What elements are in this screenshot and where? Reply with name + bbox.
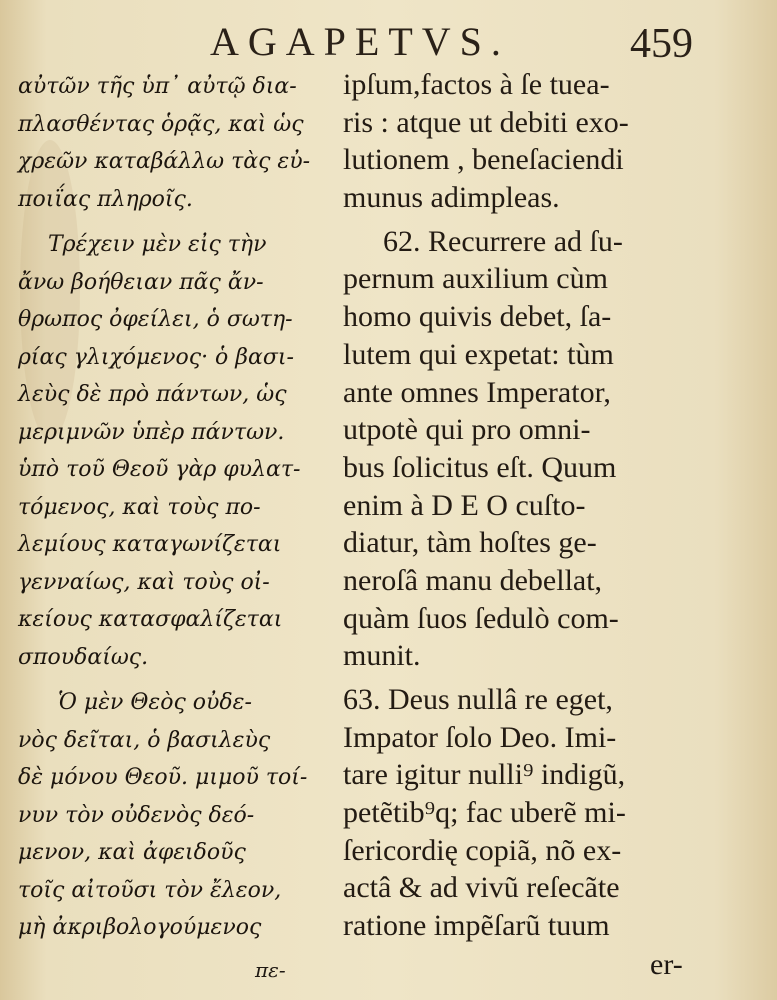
latin-line: ris : atque ut debiti exo-: [343, 105, 629, 139]
greek-line: ποιΐας πληροῖς.: [18, 186, 193, 212]
greek-line: Τρέχειν μὲν εἰς τὴν: [48, 232, 267, 257]
greek-line: μενον, καὶ ἀφειδοῦς: [18, 840, 246, 865]
running-title: AGAPETVS.: [210, 19, 510, 64]
greek-line: θρωπος ὀφείλει, ὁ σωτη-: [18, 307, 293, 332]
latin-line: actâ & ad vivũ reſecãte: [343, 871, 620, 905]
latin-line: Impator ſolo Deo. Imi-: [343, 720, 617, 754]
greek-paragraph-1: [18, 68, 318, 218]
greek-line: δὲ μόνου Θεοῦ. μιμοῦ τοί-: [18, 765, 308, 790]
latin-line: bus ſolicitus eſt. Quum: [343, 450, 617, 484]
greek-line: αὐτῶν τῆς ὑπ᾽ αὐτῷ δια-: [18, 74, 297, 99]
greek-line: μὴ ἀκριβολογούμενος: [18, 915, 262, 940]
latin-line: petẽtib⁹q; fac uberẽ mi-: [343, 796, 626, 830]
greek-line: ὑπὸ τοῦ Θεοῦ γὰρ φυλατ-: [18, 457, 301, 482]
greek-paragraph-2: [18, 226, 318, 264]
latin-line: ſericordię copiã, nõ ex-: [343, 833, 622, 867]
latin-line: 63. Deus nullâ re eget,: [343, 683, 613, 716]
greek-catchword: πε-: [255, 958, 286, 982]
greek-line: τοῖς αἰτοῦσι τὸν ἔλεον,: [18, 877, 282, 903]
latin-line: lutem qui expetat: tùm: [343, 337, 614, 371]
latin-line: neroſâ manu debellat,: [343, 563, 603, 597]
latin-line: ipſum,factos à ſe tuea-: [343, 68, 610, 101]
greek-line: λεμίους καταγωνίζεται: [18, 532, 282, 557]
latin-paragraph-3: [343, 681, 703, 945]
greek-paragraph-3: [18, 684, 318, 947]
greek-paragraph-2-cont: [18, 264, 318, 677]
greek-line: χρεῶν καταβάλλω τὰς εὐ-: [18, 149, 311, 174]
latin-line: utpotè qui pro omni-: [343, 413, 591, 447]
latin-line: ratione impẽſarũ tuum: [343, 909, 610, 943]
latin-line: enim à D E O cuſto-: [343, 488, 586, 522]
latin-line: lutionem , beneſaciendi: [343, 143, 624, 177]
greek-line: μεριμνῶν ὑπὲρ πάντων.: [18, 419, 285, 445]
latin-line: munit.: [343, 639, 421, 673]
greek-line: τόμενος, καὶ τοὺς πο-: [18, 494, 261, 520]
latin-line: tare igitur nulli⁹ indigũ,: [343, 758, 626, 792]
greek-column: [18, 68, 318, 947]
latin-line: quàm ſuos ſedulò com-: [343, 601, 619, 635]
greek-line: γενναίως, καὶ τοὺς οἰ-: [18, 569, 270, 595]
greek-line: πλασθέντας ὁρᾷς, καὶ ὡς: [18, 111, 304, 137]
greek-line: νὸς δεῖται, ὁ βασιλεὺς: [18, 727, 271, 753]
latin-line: munus adimpleas.: [343, 181, 560, 215]
greek-line: λεὺς δὲ πρὸ πάντων, ὡς: [18, 382, 287, 407]
latin-line: 62. Recurrere ad ſu-: [383, 224, 623, 258]
latin-line: diatur, tàm hoſtes ge-: [343, 526, 597, 560]
latin-paragraph-1: [343, 66, 703, 217]
latin-catchword: er-: [650, 948, 683, 981]
latin-line: homo quivis debet, ſa-: [343, 300, 612, 334]
latin-paragraph-2: [343, 223, 703, 675]
greek-line: κείους κατασφαλίζεται: [18, 607, 283, 632]
latin-line: pernum auxilium cùm: [343, 262, 608, 296]
latin-column: [343, 66, 703, 945]
latin-line: ante omnes Imperator,: [343, 375, 611, 409]
page-number: 459: [630, 21, 693, 67]
greek-line: Ὁ μὲν Θεὸς οὐδε-: [58, 690, 252, 715]
greek-line: σπουδαίως.: [18, 644, 149, 670]
greek-line: νυν τὸν οὐδενὸς δεό-: [18, 802, 255, 828]
greek-line: ρίας γλιχόμενος· ὁ βασι-: [18, 344, 294, 370]
greek-line: ἄνω βοήθειαν πᾶς ἄν-: [18, 269, 264, 295]
